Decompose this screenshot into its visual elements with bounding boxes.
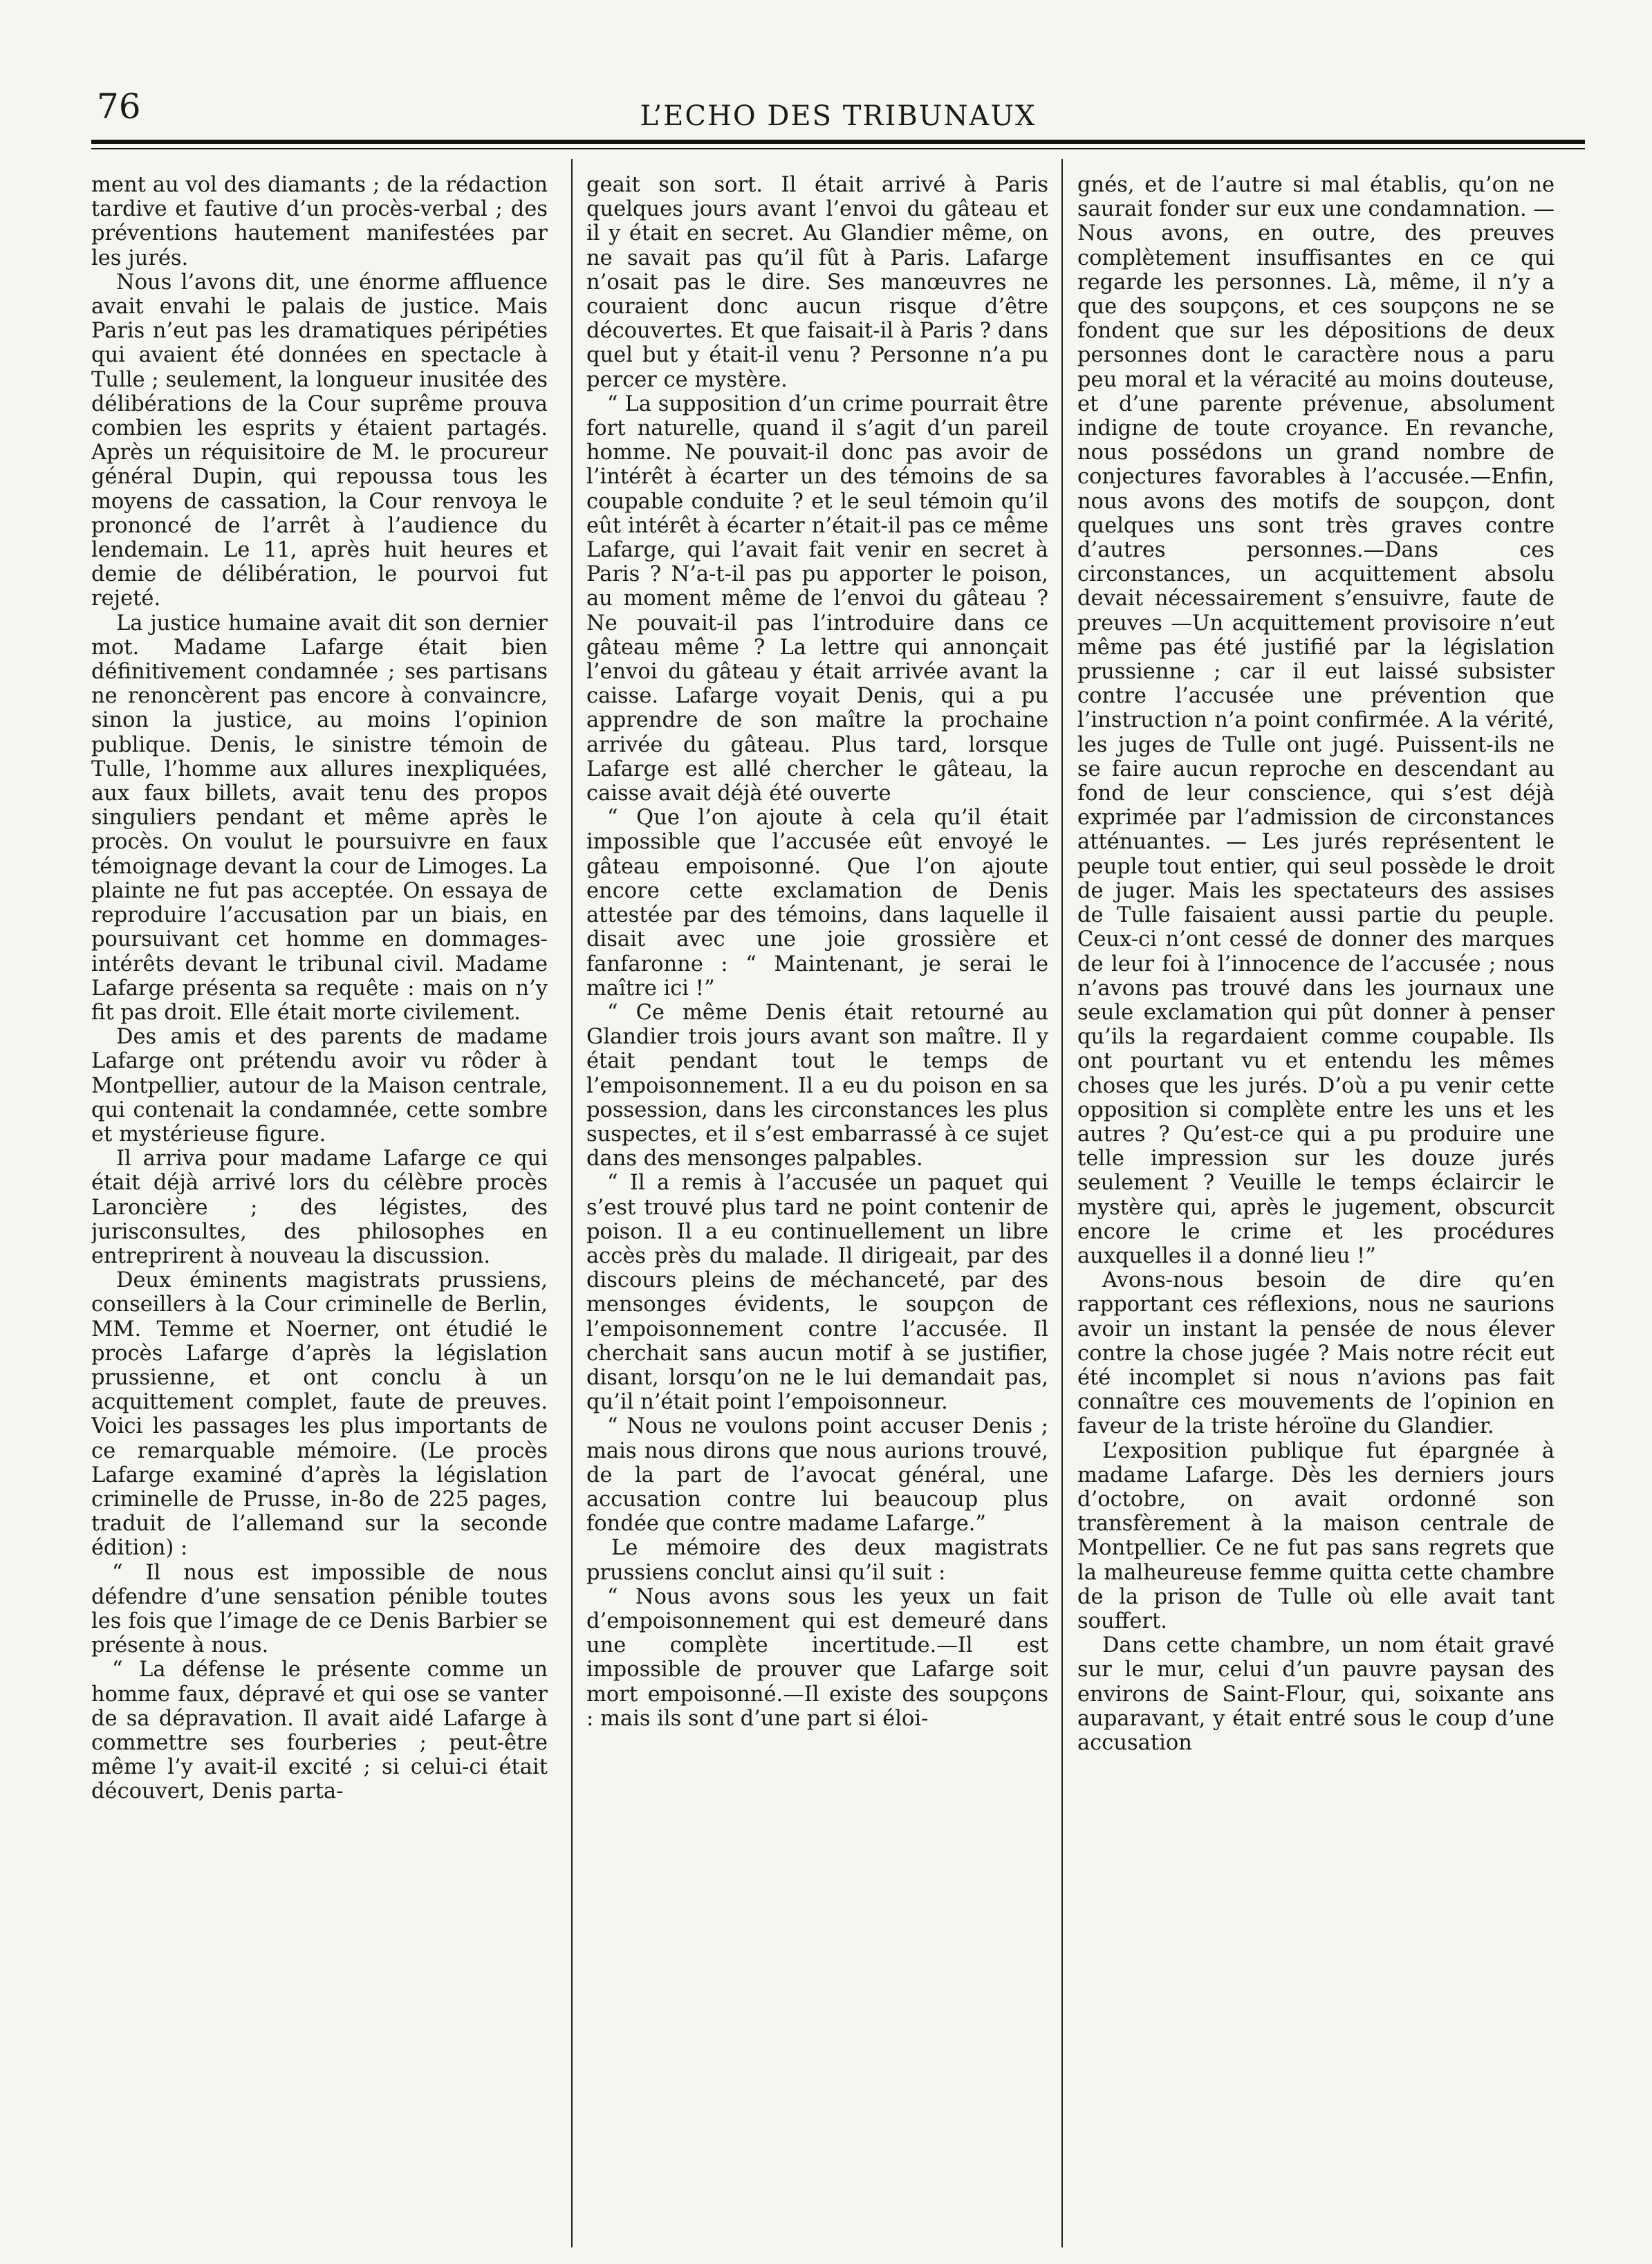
paragraph: Le mémoire des deux magistrats prussiens conclut ainsi qu’il suit : xyxy=(586,1536,1048,1585)
quote-paragraph: “ La supposition d’un crime pourrait être fort naturelle, quand il s’agit d’un pareil homme. Ne pouvait-il donc pas avoir de l’intérêt à écarter un des témoins de sa coupable conduite ? et le seul témoin qu’il eût intérêt à écarter n’était-il pas ce même Lafarge, qui l’avait fait venir en secret à Paris ? N’a-t-il pas pu apporter le poison, au moment même de l’envoi du gâteau ? Ne pouvait-il pas l’introduire dans ce gâteau même ? La lettre qui annonçait l’envoi du gâteau y était arrivée avant la caisse. Lafarge voyait Denis, qui a pu apprendre de son maître la prochaine arrivée du gâteau. Plus tard, lorsque Lafarge est allé chercher le gâteau, la caisse avait déjà été ouverte xyxy=(586,391,1048,806)
column-divider xyxy=(571,159,573,2247)
quote-paragraph: “ Il a remis à l’accusée un paquet qui s’est trouvé plus tard ne point contenir de poison. Il a eu continuellement un libre accès près du malade. Il dirigeait, par des discours pleins de méchanceté, par des mensonges évidents, le soupçon de l’empoisonnement contre l’accusée. Il cherchait sans aucun motif à se justifier, disant, lorsqu’on ne le lui demandait pas, qu’il n’était point l’empoisonneur. xyxy=(586,1171,1048,1415)
text-column-1 xyxy=(91,173,548,2240)
text-column-3 xyxy=(1077,173,1554,2240)
paragraph: Il arriva pour madame Lafarge ce qui était déjà arrivé lors du célèbre procès Laroncière ; des légistes, des jurisconsultes, des philosophes en entreprirent à nouveau la discussion. xyxy=(91,1147,548,1268)
quote-paragraph: “ La défense le présente comme un homme faux, dépravé et qui ose se vanter de sa dépravation. Il avait aidé Lafarge à commettre ses fourberies ; peut-être même l’y avait-il excité ; si celui-ci était découvert, Denis parta- xyxy=(91,1658,548,1804)
paragraph: Avons-nous besoin de dire qu’en rapportant ces réflexions, nous ne saurions avoir un instant la pensée de nous élever contre la chose jugée ? Mais notre récit eut été incomplet si nous n’avions pas fait connaître ces mouvements de l’opinion en faveur de la triste héroïne du Glandier. xyxy=(1077,1268,1554,1439)
quote-paragraph: “ Que l’on ajoute à cela qu’il était impossible que l’accusée eût envoyé le gâteau empoisonné. Que l’on ajoute encore cette exclamation de Denis attestée par des témoins, dans laquelle il disait avec une joie grossière et fanfaronne : “ Maintenant, je serai le maître ici !” xyxy=(586,806,1048,1001)
paragraph: L’exposition publique fut épargnée à madame Lafarge. Dès les derniers jours d’octobre, on avait ordonné son transfèrement à la maison centrale de Montpellier. Ce ne fut pas sans regrets que la malheureuse femme quitta cette chambre de la prison de Tulle où elle avait tant souffert. xyxy=(1077,1438,1554,1633)
paragraph: geait son sort. Il était arrivé à Paris quelques jours avant l’envoi du gâteau et il y était en secret. Au Glandier même, on ne savait pas qu’il fût à Paris. Lafarge n’osait pas le dire. Ses manœuvres ne couraient donc aucun risque d’être découvertes. Et que faisait-il à Paris ? dans quel but y était-il venu ? Personne n’a pu percer ce mystère. xyxy=(586,173,1048,392)
paragraph: La justice humaine avait dit son dernier mot. Madame Lafarge était bien définitivement condamnée ; ses partisans ne renoncèrent pas encore à convaincre, sinon la justice, au moins l’opinion publique. Denis, le sinistre témoin de Tulle, l’homme aux allures inexpliquées, aux faux billets, avait tenu des propos singuliers pendant et même après le procès. On voulut le poursuivre en faux témoignage devant la cour de Limoges. La plainte ne fut pas acceptée. On essaya de reproduire l’accusation par un biais, en poursuivant cet homme en dommages-intérêts devant le tribunal civil. Madame Lafarge présenta sa requête : mais on n’y fit pas droit. Elle était morte civilement. xyxy=(91,611,548,1025)
quote-paragraph: “ Il nous est impossible de nous défendre d’une sensation pénible toutes les fois que l’image de ce Denis Barbier se présente à nous. xyxy=(91,1560,548,1658)
paragraph: ment au vol des diamants ; de la rédaction tardive et fautive d’un procès-verbal ; des préventions hautement manifestées par les jurés. xyxy=(91,173,548,270)
column-divider xyxy=(1061,159,1063,2247)
paragraph: Deux éminents magistrats prussiens, conseillers à la Cour criminelle de Berlin, MM. Temme et Noerner, ont étudié le procès Lafarge d’après la législation prussienne, et ont conclu à un acquittement complet, faute de preuves. Voici les passages les plus importants de ce remarquable mémoire. (Le procès Lafarge examiné d’après la législation criminelle de Prusse, in-8o de 225 pages, traduit de l’allemand sur la seconde édition) : xyxy=(91,1268,548,1561)
paragraph: Dans cette chambre, un nom était gravé sur le mur, celui d’un pauvre paysan des environs de Saint-Flour, qui, soixante ans auparavant, y était entré sous le coup d’une accusation xyxy=(1077,1633,1554,1755)
text-column-2 xyxy=(586,173,1048,2240)
quote-paragraph: “ Ce même Denis était retourné au Glandier trois jours avant son maître. Il y était pendant tout le temps de l’empoisonnement. Il a eu du poison en sa possession, dans les circonstances les plus suspectes, et il s’est embarrassé à ce sujet dans des mensonges palpables. xyxy=(586,1000,1048,1171)
paragraph: Des amis et des parents de madame Lafarge ont prétendu avoir vu rôder à Montpellier, autour de la Maison centrale, qui contenait la condamnée, cette sombre et mystérieuse figure. xyxy=(91,1025,548,1147)
page-header xyxy=(91,86,1585,142)
paragraph: gnés, et de l’autre si mal établis, qu’on ne saurait fonder sur eux une condamnation. — Nous avons, en outre, des preuves complètement insuffisantes en ce qui regarde les personnes. Là, même, il n’y a que des soupçons, et ces soupçons ne se fondent que sur les dépositions de deux personnes dont le caractère nous a paru peu moral et la véracité au moins douteuse, et d’une parente prévenue, absolument indigne de toute croyance. En revanche, nous possédons un grand nombre de conjectures favorables à l’accusée.—Enfin, nous avons des motifs de soupçon, dont quelques uns sont très graves contre d’autres personnes.—Dans ces circonstances, un acquittement absolu devait nécessairement s’ensuivre, faute de preuves —Un acquittement provisoire n’eut même pas été justifié par la législation prussienne ; car il eut laissé subsister contre l’accusée une prévention que l’instruction n’a point confirmée. A la vérité, les juges de Tulle ont jugé. Puissent-ils ne se faire aucun reproche en descendant au fond de leur conscience, qui s’est déjà exprimée par l’admission de circonstances atténuantes. — Les jurés représentent le peuple tout entier, qui seul possède le droit de juger. Mais les spectateurs des assises de Tulle faisaient aussi partie du peuple. Ceux-ci n’ont cessé de donner des marques de leur foi à l’innocence de l’accusée ; nous n’avons pas trouvé dans les journaux une seule exclamation qui pût donner à penser qu’ils la regardaient comme coupable. Ils ont pourtant vu et entendu les mêmes choses que les jurés. D’où a pu venir cette opposition si complète entre les uns et les autres ? Qu’est-ce qui a pu produire une telle impression sur les douze jurés seulement ? Veuille le temps éclaircir le mystère qui, après le jugement, obscurcit encore le crime et les procédures auxquelles il a donné lieu !” xyxy=(1077,173,1554,1268)
page-number: 76 xyxy=(97,86,141,127)
paragraph: Nous l’avons dit, une énorme affluence avait envahi le palais de justice. Mais Paris n’eut pas les dramatiques péripéties qui avaient été données en spectacle à Tulle ; seulement, la longueur inusitée des délibérations de la Cour suprême prouva combien les esprits y étaient partagés. Après un réquisitoire de M. le procureur général Dupin, qui repoussa tous les moyens de cassation, la Cour renvoya le prononcé de l’arrêt à l’audience du lendemain. Le 11, après huit heures et demie de délibération, le pourvoi fut rejeté. xyxy=(91,270,548,611)
journal-title: L’ECHO DES TRIBUNAUX xyxy=(640,100,1037,132)
quote-paragraph: “ Nous avons sous les yeux un fait d’empoisonnement qui est demeuré dans une complète incertitude.—Il est impossible de prouver que Lafarge soit mort empoisonné.—Il existe des soupçons : mais ils sont d’une part si éloi- xyxy=(586,1584,1048,1731)
quote-paragraph: “ Nous ne voulons point accuser Denis ; mais nous dirons que nous aurions trouvé, de la part de l’avocat général, une accusation contre lui beaucoup plus fondée que contre madame Lafarge.” xyxy=(586,1414,1048,1537)
header-rule-thick xyxy=(91,140,1585,144)
header-rule-thin xyxy=(91,148,1585,149)
